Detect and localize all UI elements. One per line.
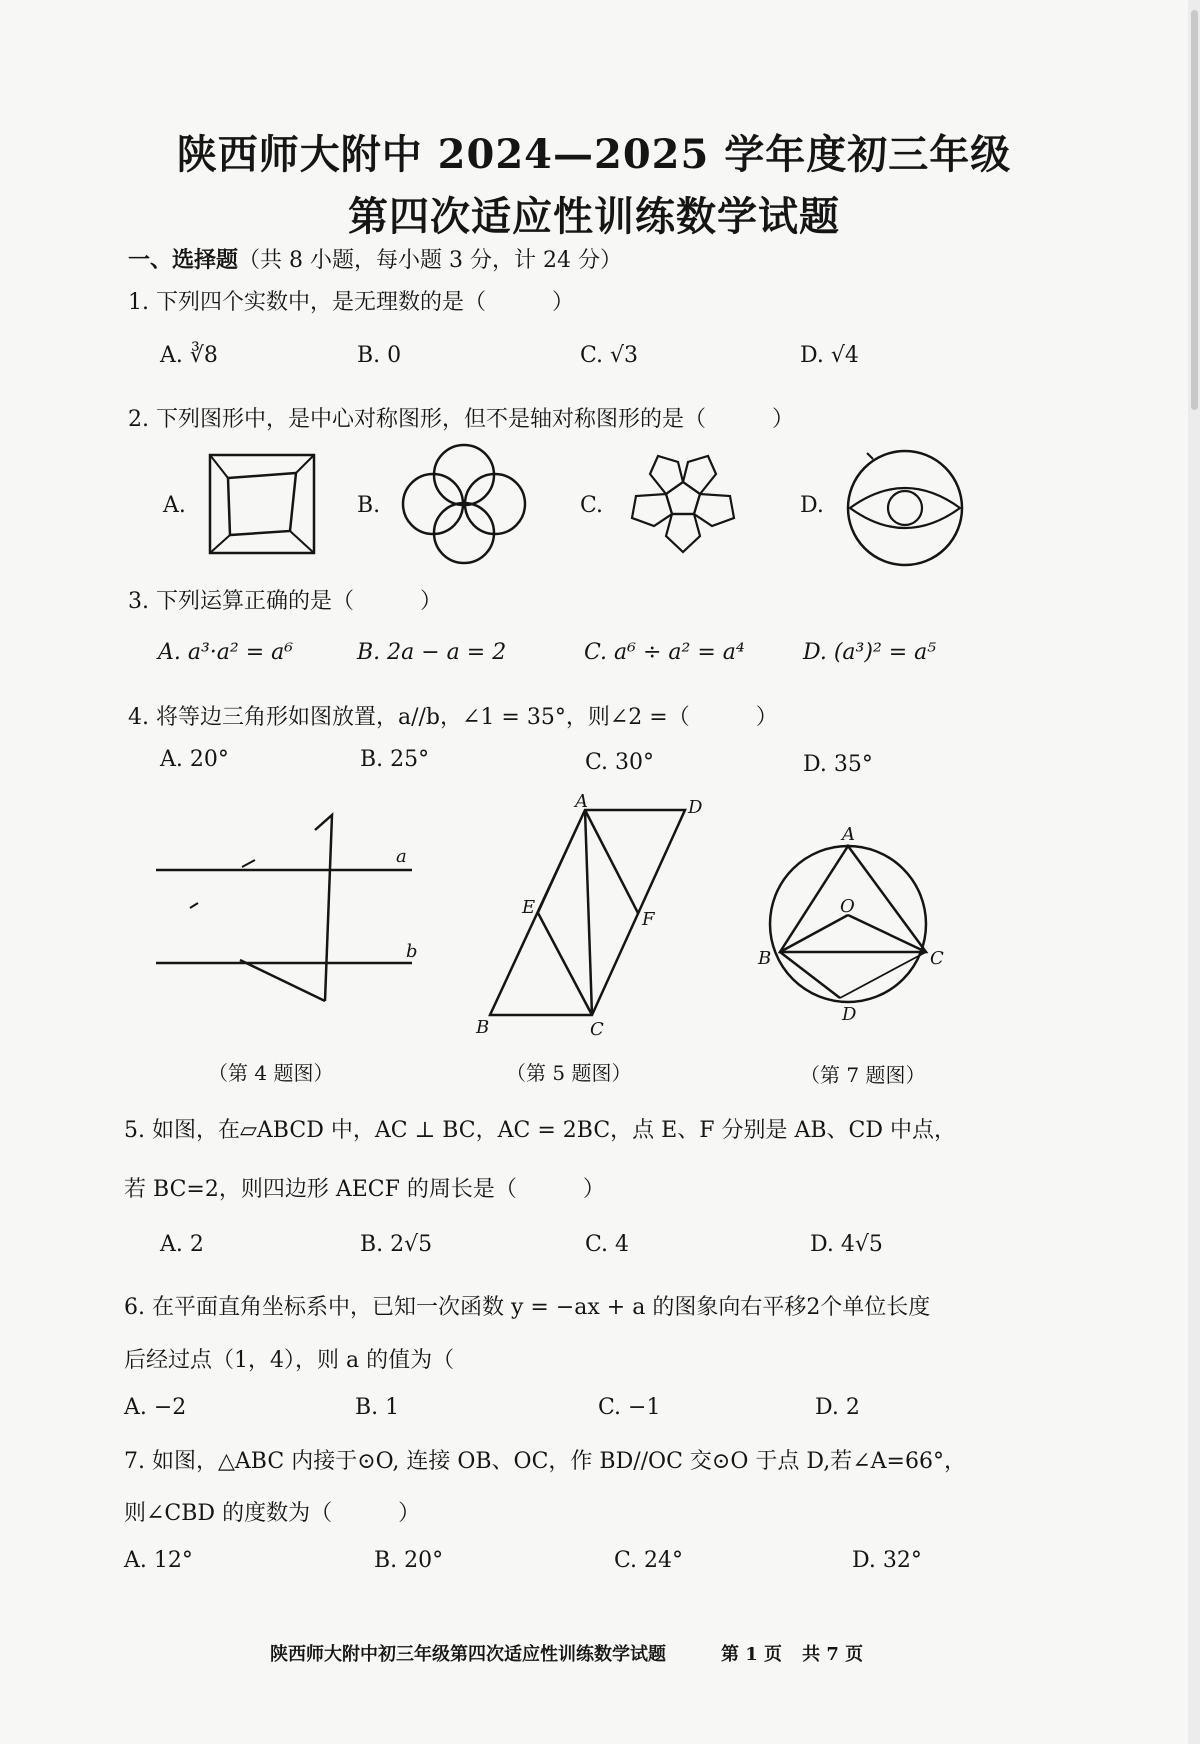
figure-5-parallelogram: [470, 791, 710, 1040]
q2-figure-a-squares: [208, 453, 316, 555]
q5-option-d: D. 4√5: [810, 1232, 883, 1257]
q3-option-d: D. (a³)² = a⁵: [803, 640, 937, 665]
fig4-label-a: a: [396, 846, 407, 867]
q4-option-b: B. 25°: [360, 747, 430, 772]
page-footer: [270, 1640, 918, 1666]
q2-stem: 2. 下列图形中，是中心对称图形，但不是轴对称图形的是（ ）: [128, 407, 794, 432]
fig5-label-b: B: [476, 1017, 490, 1038]
q5-option-a: A. 2: [160, 1232, 204, 1257]
q2-figure-d-eye-circle: [845, 448, 965, 566]
q4-option-a: A. 20°: [160, 747, 229, 772]
q6-option-d: D. 2: [815, 1395, 860, 1420]
q7-option-a: A. 12°: [124, 1548, 193, 1573]
q6-stem-line2: 后经过点（1，4），则 a 的值为（: [124, 1348, 455, 1373]
section-title: 一、选择题: [128, 247, 239, 273]
q2-option-c: C.: [580, 493, 604, 518]
fig5-label-d: D: [688, 797, 703, 818]
figure-5-caption: （第 5 题图）: [506, 1061, 632, 1085]
q2-option-d: D.: [800, 493, 824, 518]
scrollbar-thumb[interactable]: [1191, 10, 1198, 410]
q1-option-d: D. √4: [800, 343, 859, 368]
figure-4-parallel-lines: [150, 805, 430, 1015]
q3-stem: 3. 下列运算正确的是（ ）: [128, 589, 442, 614]
q1-option-b: B. 0: [357, 343, 402, 368]
q2-option-a: A.: [163, 493, 186, 518]
q7-stem-line2: 则∠CBD 的度数为（ ）: [124, 1501, 421, 1526]
q5-stem-line1: 5. 如图，在▱ABCD 中，AC ⊥ BC，AC = 2BC，点 E、F 分别是 AB、CD 中点，: [124, 1118, 957, 1143]
q4-option-c: C. 30°: [585, 750, 655, 775]
q4-option-d: D. 35°: [803, 752, 873, 777]
exam-title-line1: 陕西师大附中 2024—2025 学年度初三年级: [176, 131, 1012, 178]
fig5-label-a: A: [575, 791, 588, 812]
section-note: （共 8 小题，每小题 3 分，计 24 分）: [238, 248, 622, 273]
fig4-label-b: b: [406, 941, 418, 962]
q3-option-a: A. a³·a² = a⁶: [158, 640, 294, 665]
q1-stem: 1. 下列四个实数中，是无理数的是（ ）: [128, 290, 574, 315]
q7-option-c: C. 24°: [614, 1548, 684, 1573]
footer-title: 陕西师大附中初三年级第四次适应性训练数学试题: [270, 1644, 666, 1665]
footer-total-pages: 共 7 页: [802, 1644, 864, 1665]
footer-page-number: 第 1 页: [721, 1644, 783, 1665]
section-heading: [128, 243, 622, 274]
q6-option-a: A. −2: [124, 1395, 187, 1420]
fig5-label-e: E: [522, 897, 536, 918]
fig5-label-f: F: [642, 909, 655, 930]
q2-figure-b-circles: [400, 443, 528, 565]
q5-option-b: B. 2√5: [360, 1232, 433, 1257]
q2-option-b: B.: [357, 493, 381, 518]
exam-title-line2: 第四次适应性训练数学试题: [348, 193, 840, 240]
fig7-label-a: A: [842, 824, 855, 845]
q7-option-b: B. 20°: [374, 1548, 444, 1573]
q5-stem-line2: 若 BC=2，则四边形 AECF 的周长是（ ）: [124, 1177, 605, 1202]
q1-option-a: A. ∛8: [160, 343, 218, 368]
q1-option-c: C. √3: [580, 343, 639, 368]
q7-option-d: D. 32°: [852, 1548, 922, 1573]
fig7-label-b: B: [758, 948, 772, 969]
q4-stem: 4. 将等边三角形如图放置，a//b，∠1 = 35°，则∠2 =（ ）: [128, 705, 778, 730]
q3-option-c: C. a⁶ ÷ a² = a⁴: [584, 640, 745, 665]
q6-option-c: C. −1: [598, 1395, 661, 1420]
scrollbar[interactable]: [1188, 0, 1200, 1744]
q6-stem-line1: 6. 在平面直角坐标系中，已知一次函数 y = −ax + a 的图象向右平移2个单位长度: [124, 1295, 931, 1320]
figure-7-inscribed-triangle: [758, 812, 958, 1032]
fig7-label-c: C: [930, 948, 944, 969]
figure-7-caption: （第 7 题图）: [800, 1063, 926, 1087]
q2-figure-c-pentagons: [622, 448, 744, 560]
q5-option-c: C. 4: [585, 1232, 630, 1257]
q7-stem-line1: 7. 如图，△ABC 内接于⊙O, 连接 OB、OC，作 BD//OC 交⊙O 于点 D,若∠A=66°，: [124, 1449, 966, 1474]
fig5-label-c: C: [590, 1019, 604, 1040]
fig7-label-o: O: [840, 896, 855, 917]
q3-option-b: B. 2a − a = 2: [357, 640, 507, 665]
figure-4-caption: （第 4 题图）: [208, 1061, 334, 1085]
fig7-label-d: D: [842, 1004, 857, 1025]
q6-option-b: B. 1: [355, 1395, 400, 1420]
